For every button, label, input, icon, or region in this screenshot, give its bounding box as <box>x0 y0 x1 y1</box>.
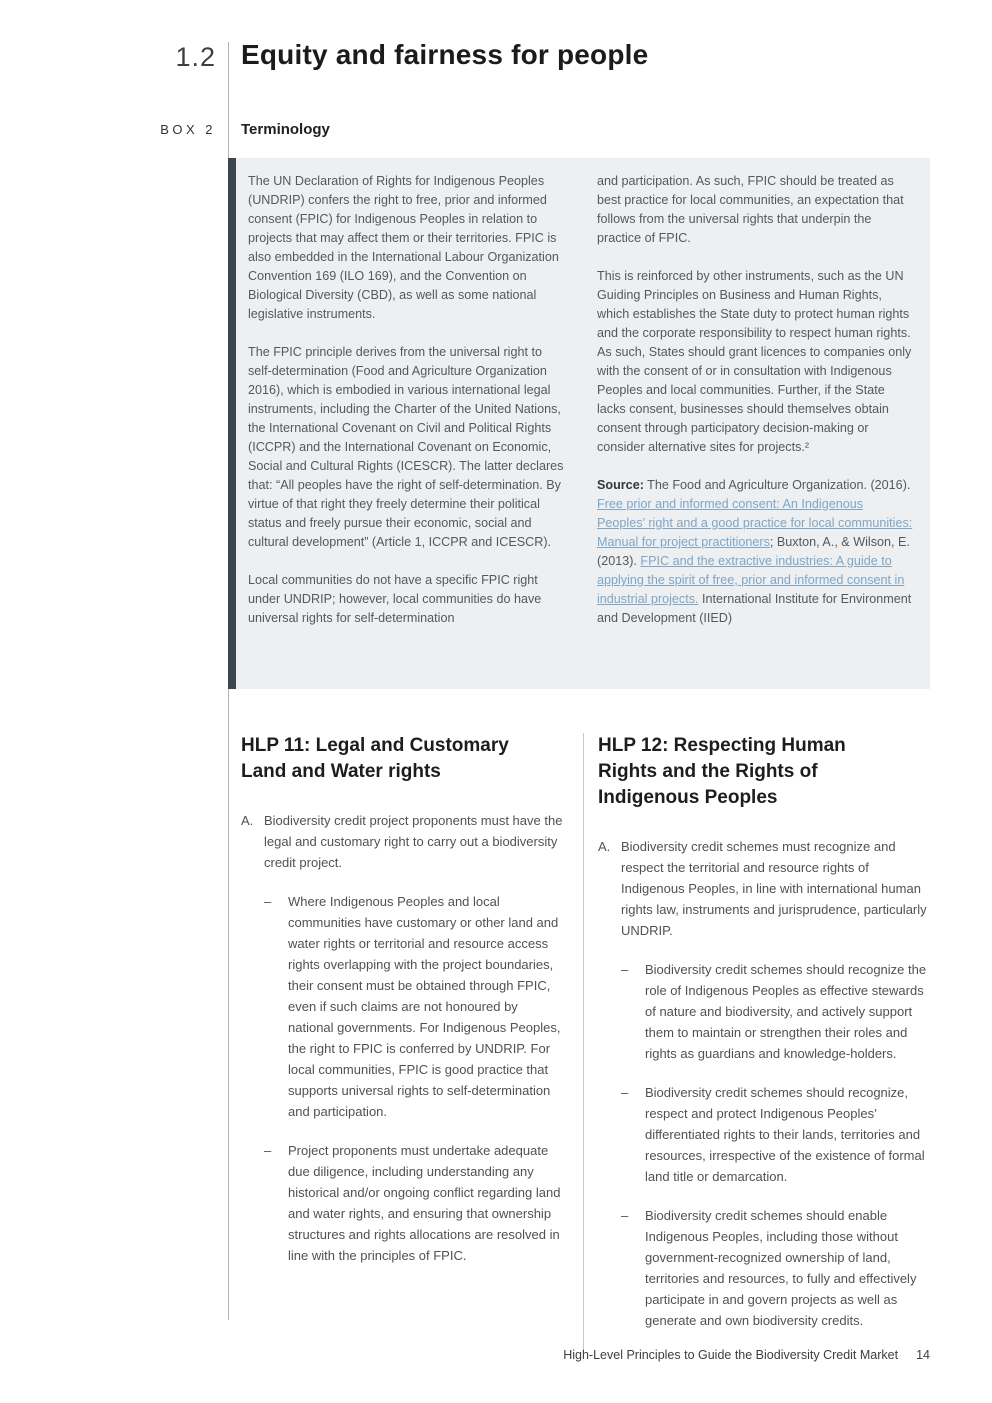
dash-marker: – <box>621 1208 629 1223</box>
section-number: 1.2 <box>175 42 216 72</box>
hlp-11-bullet <box>264 891 566 1122</box>
hlp-11-bullet <box>264 1140 566 1266</box>
terminology-paragraph: and participation. As such, FPIC should be treated as best practice for local communities, an expectation that follows from the universal rights that underpin the practice of FPIC. <box>597 174 904 245</box>
terminology-paragraph: The FPIC principle derives from the universal right to self-determination (Food and Agriculture Organization 2016), which is embodied in various international legal instruments, including the Charter of the United Nations, the International Covenant on Civil and Political Rights (ICCPR) and the International Covenant on Economic, Social and Cultural Rights (ICESCR). The latter declares that: “All peoples have the right of self-determination. By virtue of that right they freely determine their political status and freely pursue their economic, social and cultural development” (Article 1, ICCPR and ICESCR). <box>248 345 564 549</box>
bullet-text: Where Indigenous Peoples and local communities have customary or other land and water rights or territorial and resource access rights overlapping with the project boundaries, their consent must be obtained through FPIC, even if such claims are not honoured by national governments. For Indigenous Peoples, the right to FPIC is conferred by UNDRIP. For local communities, FPIC is good practice that supports universal rights to self-determination and participation. <box>288 894 561 1119</box>
terminology-paragraph: The UN Declaration of Rights for Indigenous Peoples (UNDRIP) confers the right to free, prior and informed consent (FPIC) for Indigenous Peoples in relation to projects that may affect them or their territories. FPIC is also embedded in the International Labour Organization Convention 169 (ILO 169), and the Convention on Biological Diversity (CBD), as well as some national legislative instruments. <box>248 174 559 321</box>
column-divider <box>583 733 584 1349</box>
terminology-columns <box>236 158 930 689</box>
page-title: Equity and fairness for people <box>241 39 649 70</box>
footer-text: High-Level Principles to Guide the Biodiversity Credit Market <box>563 1348 899 1362</box>
hlp-section <box>241 733 930 1349</box>
bullet-text: Biodiversity credit schemes should recognize, respect and protect Indigenous Peoples’ differentiated rights to their lands, territories and resources, irrespective of the existence of formal land title or demarcation. <box>645 1085 925 1184</box>
hlp-12-bullet <box>621 1205 930 1331</box>
terminology-box <box>228 158 930 689</box>
item-a-label: A. <box>598 839 611 854</box>
terminology-right-column <box>597 172 914 677</box>
source-link-fpic-extractive[interactable]: FPIC and the extractive industries: A guide to applying the spirit of free, prior and informed consent in industrial projects. <box>597 554 905 606</box>
dash-marker: – <box>264 894 272 909</box>
dash-marker: – <box>621 1085 629 1100</box>
item-a-text: Biodiversity credit schemes must recognize and respect the territorial and resource rights of Indigenous Peoples, in line with international human rights law, instruments and jurisprudence, particularly UNDRIP. <box>621 839 927 938</box>
source-label: Source: <box>597 478 644 492</box>
hlp-12-bullet <box>621 1082 930 1187</box>
source-text: The Food and Agriculture Organization. (2016). <box>643 478 911 492</box>
hlp-12-item-a <box>598 836 930 941</box>
item-a-text: Biodiversity credit project proponents must have the legal and customary right to carry out a biodiversity credit project. <box>264 813 563 870</box>
dash-marker: – <box>264 1143 272 1158</box>
hlp-12-column <box>598 733 930 1349</box>
bullet-text: Project proponents must undertake adequate due diligence, including understanding any historical and/or ongoing conflict regarding land and water rights, and ensuring that ownership structures and rights allocations are resolved in line with the principles of FPIC. <box>288 1143 561 1263</box>
page-footer <box>563 1348 930 1362</box>
hlp-11-item-a <box>241 810 566 873</box>
terminology-paragraph: This is reinforced by other instruments, such as the UN Guiding Principles on Business and Human Rights, which establishes the State duty to protect human rights and the corporate responsibility to respect human rights. As such, States should grant licences to companies only with the consent of or in consultation with Indigenous Peoples and local communities. Further, if the State lacks consent, businesses should themselves obtain consent through participatory decision-making or consider alternative sites for projects.² <box>597 269 912 454</box>
terminology-left-column <box>248 172 565 677</box>
source-text: ; Buxton, A., & Wilson, E. (2013). <box>597 535 910 568</box>
box-accent-bar <box>228 158 236 689</box>
bullet-text: Biodiversity credit schemes should recognize the role of Indigenous Peoples as effective stewards of nature and biodiversity, and actively support them to maintain or strengthen their roles and rights as guardians and knowledge-holders. <box>645 962 927 1061</box>
item-a-label: A. <box>241 813 254 828</box>
bullet-text: Biodiversity credit schemes should enable Indigenous Peoples, including those without government-recognized ownership of land, territories and resources, to fully and effectively participate in and govern projects as well as generate and own biodiversity credits. <box>645 1208 917 1328</box>
hlp-11-column <box>241 733 566 1349</box>
hlp-12-bullet <box>621 959 930 1064</box>
dash-marker: – <box>621 962 629 977</box>
box-label: BOX 2 <box>160 122 216 137</box>
source-link-fao-manual[interactable]: Free prior and informed consent: An Indigenous Peoples’ right and a good practice for local communities: Manual for project practitioners <box>597 497 913 549</box>
source-text: International Institute for Environment and Development (IIED) <box>597 592 912 625</box>
terminology-paragraph: Local communities do not have a specific FPIC right under UNDRIP; however, local communities do have universal rights for self-determination <box>248 573 542 625</box>
box-heading: Terminology <box>241 121 330 138</box>
page-number: 14 <box>916 1348 930 1362</box>
hlp-11-title: HLP 11: Legal and Customary Land and Water rights <box>241 735 509 782</box>
hlp-12-title: HLP 12: Respecting Human Rights and the Rights of Indigenous Peoples <box>598 735 846 808</box>
source-paragraph <box>597 476 914 628</box>
